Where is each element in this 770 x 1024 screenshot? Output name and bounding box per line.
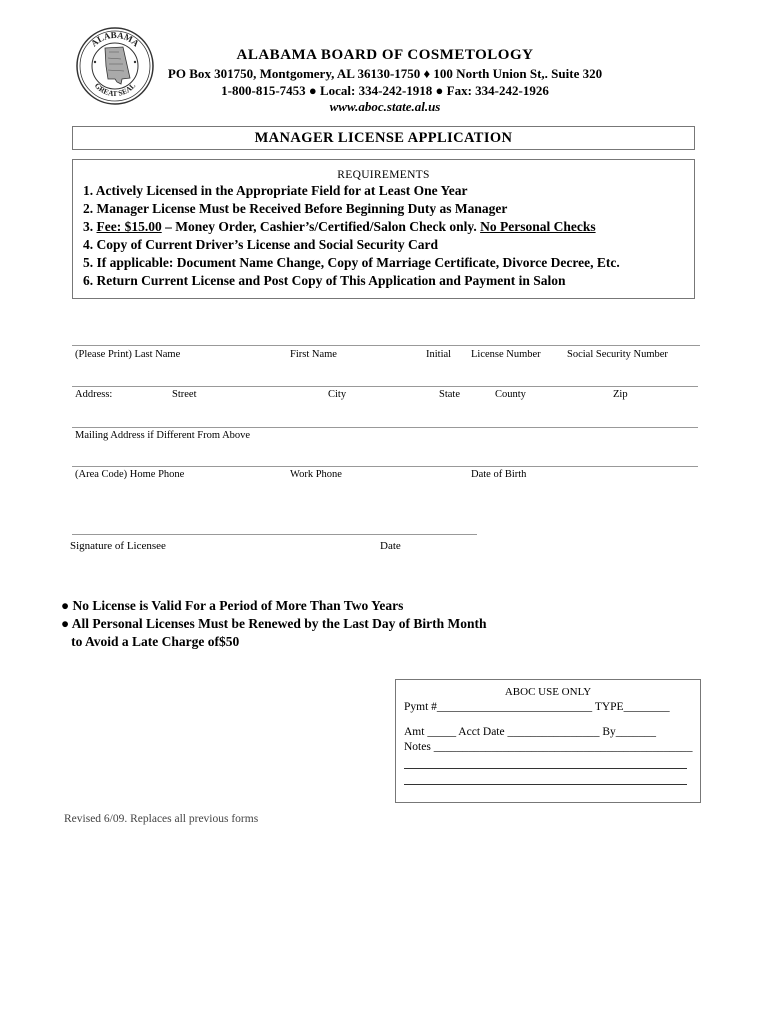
aboc-payment-field[interactable]: Pymt #___________________________ TYPE________ (404, 701, 670, 713)
zip-label: Zip (613, 389, 628, 400)
state-label: State (439, 389, 460, 400)
requirement-4: 4. Copy of Current Driver’s License and Social Security Card (83, 237, 438, 252)
aboc-notes-line-2[interactable] (404, 768, 687, 769)
seal-bottom-text: GREAT SEAL (92, 81, 138, 99)
home-phone-label: (Area Code) Home Phone (75, 469, 185, 480)
aboc-notes-field[interactable]: Notes _____________________________________________ (404, 741, 693, 753)
mailing-address-line[interactable] (72, 427, 698, 428)
seal-map-icon (105, 47, 130, 84)
requirement-3 (83, 219, 596, 235)
first-name-label: First Name (290, 349, 337, 360)
notice-validity: ● No License is Valid For a Period of More Than Two Years (61, 598, 404, 613)
org-phones: 1-800-815-7453 ● Local: 334-242-1918 ● Fax: 334-242-1926 (221, 83, 549, 98)
requirements-heading: REQUIREMENTS (337, 169, 430, 181)
county-label: County (495, 389, 526, 400)
dob-label: Date of Birth (471, 469, 527, 480)
name-line[interactable] (72, 345, 700, 346)
ssn-label: Social Security Number (567, 349, 668, 360)
aboc-use-only-box (395, 679, 701, 803)
aboc-amount-field[interactable]: Amt _____ Acct Date ________________ By_______ (404, 726, 657, 738)
requirement-3-text: – Money Order, Cashier’s/Certified/Salon Check only. (161, 219, 481, 234)
requirement-1: 1. Actively Licensed in the Appropriate Field for at Least One Year (83, 183, 468, 198)
aboc-heading: ABOC USE ONLY (504, 686, 592, 698)
street-label: Street (172, 389, 197, 400)
requirement-3-no-checks: No Personal Checks (480, 219, 596, 234)
requirement-3-fee: Fee: $15.00 (96, 219, 162, 234)
form-title: MANAGER LICENSE APPLICATION (72, 126, 695, 150)
city-label: City (328, 389, 347, 400)
initial-label: Initial (426, 349, 452, 360)
license-number-label: License Number (471, 349, 541, 360)
signature-label: Signature of Licensee (70, 540, 166, 552)
requirement-3-number: 3. (83, 219, 97, 234)
requirement-6: 6. Return Current License and Post Copy of This Application and Payment in Salon (83, 273, 566, 288)
org-address: PO Box 301750, Montgomery, AL 36130-1750 ♦ 100 North Union St,. Suite 320 (167, 66, 603, 81)
notice-late-charge: to Avoid a Late Charge of$50 (61, 634, 240, 649)
revision-note: Revised 6/09. Replaces all previous forms (64, 813, 259, 825)
address-line[interactable] (72, 386, 698, 387)
last-name-label: (Please Print) Last Name (75, 349, 181, 360)
phone-line[interactable] (72, 466, 698, 467)
date-label: Date (380, 540, 401, 552)
mailing-address-label: Mailing Address if Different From Above (75, 430, 251, 441)
signature-line[interactable] (72, 534, 477, 535)
requirements-box (72, 159, 695, 299)
aboc-notes-line-3[interactable] (404, 784, 687, 785)
requirement-5: 5. If applicable: Document Name Change, Copy of Marriage Certificate, Divorce Decree, Etc. (83, 255, 620, 270)
org-website[interactable]: www.aboc.state.al.us (329, 99, 441, 114)
alabama-great-seal-logo (75, 26, 155, 106)
requirement-2: 2. Manager License Must be Received Before Beginning Duty as Manager (83, 201, 508, 216)
address-label: Address: (75, 389, 113, 400)
org-name: ALABAMA BOARD OF COSMETOLOGY (236, 47, 534, 63)
seal-top-text: ALABAMA (88, 29, 142, 49)
notice-renewal: ● All Personal Licenses Must be Renewed by the Last Day of Birth Month (61, 616, 487, 631)
work-phone-label: Work Phone (290, 469, 342, 480)
